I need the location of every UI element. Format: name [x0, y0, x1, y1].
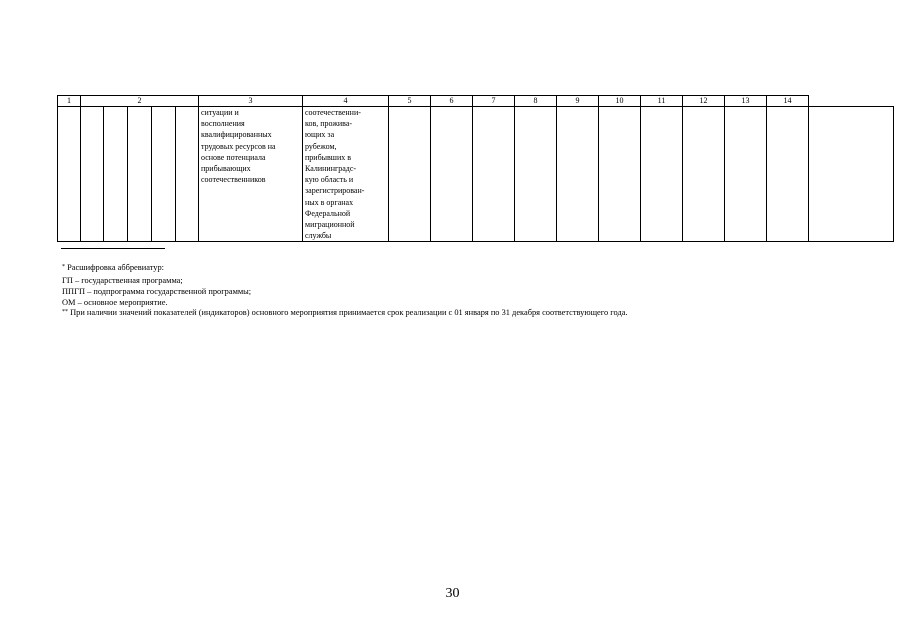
table-cell [557, 107, 599, 242]
table-cell [473, 107, 515, 242]
text-line: восполнения [201, 119, 245, 129]
footnote-om: ОМ – основное мероприятие. [62, 298, 168, 307]
table-cell [683, 107, 725, 242]
footnote-ppgp: ППГП – подпрограмма государственной программы; [62, 287, 252, 296]
text-line: соотечественников [201, 175, 266, 185]
table-cell [641, 107, 683, 242]
header-cell-6: 6 [431, 96, 473, 107]
table-cell [128, 107, 152, 242]
footnote-abbreviations-heading [62, 263, 164, 273]
indicator-text [305, 107, 386, 241]
footnote-text: Расшифровка аббревиатур: [67, 263, 164, 272]
table-cell [767, 107, 809, 242]
table-cell [176, 107, 199, 242]
header-cell-9: 9 [557, 96, 599, 107]
table-row [58, 107, 894, 242]
text-line: кую область и [305, 175, 354, 185]
text-line: рубежом, [305, 141, 337, 151]
footnote-text: При наличии значений показателей (индикаторов) основного мероприятия принимается срок реализации с 01 января по 31 декабря соответствующего года. [70, 308, 628, 317]
text-line: миграционной [305, 220, 355, 230]
text-line: службы [305, 231, 332, 241]
text-line: прибывающих [201, 164, 251, 174]
text-line: Калининградс- [305, 164, 357, 174]
text-line: ющих за [305, 130, 335, 140]
header-cell-2: 2 [81, 96, 199, 107]
table-cell [809, 107, 894, 242]
header-cell-14: 14 [767, 96, 809, 107]
header-cell-10: 10 [599, 96, 641, 107]
table-cell [725, 107, 767, 242]
table-cell [81, 107, 104, 242]
text-line: ситуации и [201, 108, 239, 117]
header-cell-5: 5 [389, 96, 431, 107]
header-cell-12: 12 [683, 96, 725, 107]
header-cell-1: 1 [58, 96, 81, 107]
table-cell [104, 107, 128, 242]
header-cell-7: 7 [473, 96, 515, 107]
table-cell-goal [199, 107, 303, 242]
header-cell-8: 8 [515, 96, 557, 107]
header-cell-4: 4 [303, 96, 389, 107]
header-cell-3: 3 [199, 96, 303, 107]
goal-text [201, 107, 300, 185]
text-line: трудовых ресурсов на [201, 141, 276, 151]
text-line: Федеральной [305, 208, 351, 218]
table-cell [58, 107, 81, 242]
table-cell [599, 107, 641, 242]
text-line: зарегистрирован- [305, 186, 365, 196]
text-line: соотечественни- [305, 108, 361, 117]
page-number: 30 [445, 586, 460, 601]
table-cell [431, 107, 473, 242]
footnote-separator [61, 248, 165, 249]
header-cell-13: 13 [725, 96, 767, 107]
footnote-mark: * [62, 264, 65, 270]
table-cell [152, 107, 176, 242]
table-cell [389, 107, 431, 242]
text-line: прибывших в [305, 152, 352, 162]
indicators-table [57, 95, 894, 242]
text-line: основе потенциала [201, 152, 266, 162]
text-line: ных в органах [305, 197, 354, 207]
table-cell [515, 107, 557, 242]
footnote-period-note [62, 308, 628, 318]
footnote-gp: ГП – государственная программа; [62, 276, 183, 285]
footnote-mark: ** [62, 309, 68, 315]
text-line: ков, прожива- [305, 119, 353, 129]
table-cell-indicator [303, 107, 389, 242]
header-cell-11: 11 [641, 96, 683, 107]
text-line: квалифицированных [201, 130, 272, 140]
table-header-row [58, 96, 894, 107]
